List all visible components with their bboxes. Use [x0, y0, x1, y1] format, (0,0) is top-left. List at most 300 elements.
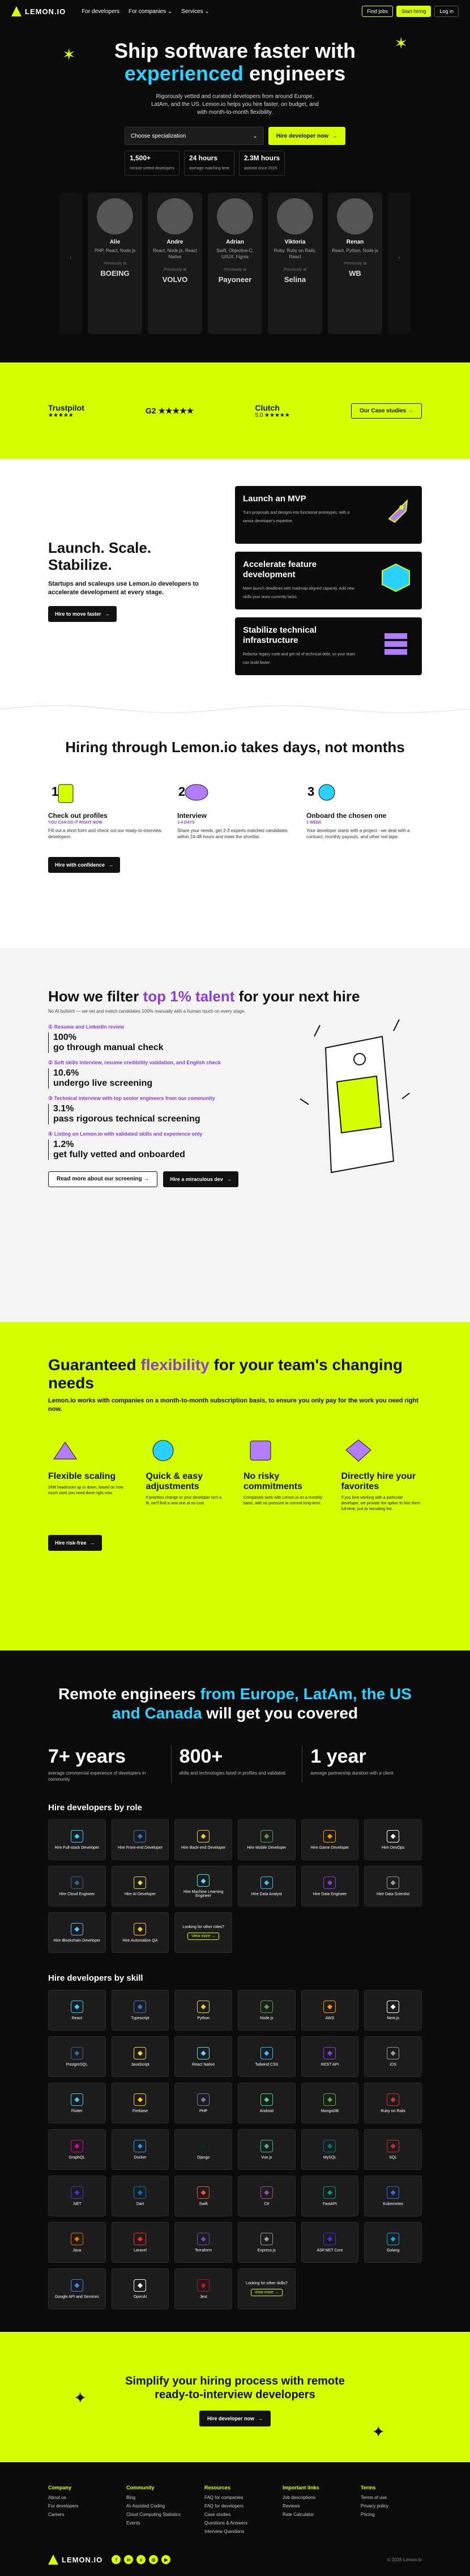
skill-label: Firebase: [132, 2109, 148, 2113]
skill-label: Laravel: [134, 2248, 147, 2253]
hero: [0, 23, 470, 193]
role-icon: ◆: [134, 1876, 146, 1889]
flex-item: Quick & easy adjustments If priorities change or your developer isn't a fit, we'll find a new one at no cost.: [146, 1436, 227, 1512]
skill-label: React: [71, 2016, 82, 2020]
trustpilot-rating: Trustpilot ★★★★★: [48, 403, 84, 419]
facebook-icon[interactable]: f: [112, 2555, 121, 2564]
scaling-icon: [48, 1436, 82, 1465]
stat: 2.3M hours worked since 2015: [239, 151, 285, 176]
skill-label: Ruby on Rails: [381, 2109, 405, 2113]
skill-label: Java: [72, 2248, 82, 2253]
sparkle-icon: ✶: [394, 35, 408, 52]
filter-step: ③ Technical interview with top senior engineers from our community 3.1% pass rigorous technical screening: [48, 1095, 275, 1124]
lemon-box-illustration: [297, 1014, 411, 1184]
sparkle-icon: ✦: [74, 2389, 87, 2407]
skill-label: Terraform: [195, 2248, 212, 2253]
start-hiring-button[interactable]: Start hiring: [396, 6, 431, 17]
launch-card: Stabilize technical infrastructure Refactor legacy code and get rid of technical debt, so your team can build faster.: [235, 617, 422, 675]
footer-link[interactable]: Rate Calculator: [283, 2512, 314, 2517]
hire-risk-free-button[interactable]: Hire risk-free →: [48, 1535, 102, 1551]
chevron-left-icon: ‹: [70, 255, 72, 260]
skill-label: Next.js: [387, 2016, 399, 2020]
flex-item: Directly hire your favorites If you love working with a particular developer, we provide the option to hire them full-time, just to recruiting fee.: [341, 1436, 422, 1512]
role-card[interactable]: [48, 1866, 106, 1907]
skill-label: Python: [197, 2016, 210, 2020]
main-nav: [82, 8, 210, 15]
role-icon: ◆: [134, 1923, 146, 1935]
footer-column: [283, 2485, 344, 2537]
logo[interactable]: LEMON.IO: [11, 6, 66, 16]
skill-label: Golang: [386, 2248, 400, 2253]
developer-card[interactable]: Andre React, Node.js, React Native Previously at VOLVO: [148, 193, 202, 334]
role-card[interactable]: [48, 1819, 106, 1860]
launch-card: Accelerate feature development Meet launch deadlines with roadmap-aligned capacity. Add new skills your team currently lacks.: [235, 552, 422, 609]
stat: 1,500+ remote vetted developers: [125, 151, 180, 176]
skill-card[interactable]: [48, 1990, 106, 2031]
skill-icon: ◆: [71, 2233, 83, 2245]
skill-icon: ◆: [134, 2279, 146, 2292]
footer-link[interactable]: Cloud Computing Statistics: [126, 2512, 181, 2517]
chevron-right-icon: ›: [398, 255, 400, 260]
flex-title: Guaranteed flexibility for your team's changing needs: [48, 1356, 403, 1392]
nav-companies[interactable]: For companies ⌄: [128, 8, 173, 15]
skill-card[interactable]: [174, 2083, 232, 2123]
header: [0, 0, 470, 23]
skill-icon: ◆: [197, 2047, 210, 2059]
youtube-icon[interactable]: ▶: [161, 2555, 170, 2564]
skill-icon: ◆: [134, 2140, 146, 2152]
skill-card[interactable]: [301, 1990, 359, 2031]
hiring-step: 1 Check out profiles YOU CAN DO IT RIGHT NOW Fill out a short form and check out our ready-to-interview developers.: [48, 779, 164, 840]
skill-label: .NET: [72, 2202, 82, 2206]
filter-title: How we filter top 1% talent for your next hire: [48, 988, 360, 1005]
skill-icon: ◆: [260, 2001, 273, 2013]
avatar: [337, 198, 373, 234]
role-label: Hire Full-stack Developer: [54, 1845, 100, 1850]
skill-label: Dart: [136, 2202, 144, 2206]
footer-link[interactable]: Terms of use: [361, 2495, 387, 2500]
skill-label: REST API: [321, 2062, 339, 2067]
role-icon: ◆: [197, 1830, 210, 1843]
footer-link[interactable]: FAQ for developers: [204, 2504, 243, 2509]
footer-heading: Important links: [283, 2485, 319, 2490]
skill-icon: ◆: [323, 2233, 336, 2245]
read-more-screening-button[interactable]: Read more about our screening →: [48, 1171, 157, 1187]
footer-link[interactable]: FAQ for companies: [204, 2495, 243, 2500]
clutch-rating: Clutch 5.0 ★★★★★: [255, 403, 290, 419]
skill-card[interactable]: [364, 2083, 422, 2123]
skill-icon: ◆: [387, 2140, 399, 2152]
skill-icon: ◆: [197, 2233, 210, 2245]
skill-card[interactable]: [174, 2176, 232, 2216]
skill-icon: ◆: [387, 2093, 399, 2106]
role-label: Hire Data Engineer: [313, 1892, 347, 1896]
skill-card[interactable]: [112, 2268, 169, 2309]
stack-icon: [378, 625, 414, 662]
role-icon: ◆: [197, 1874, 210, 1887]
skill-card[interactable]: [112, 2176, 169, 2216]
skill-card[interactable]: [174, 2129, 232, 2170]
x-icon[interactable]: x: [136, 2555, 146, 2564]
skill-icon: ◆: [197, 2140, 210, 2152]
cta-hire-button[interactable]: Hire developer now →: [199, 2411, 271, 2426]
skill-label: Swift: [199, 2202, 208, 2206]
linkedin-icon[interactable]: in: [124, 2555, 133, 2564]
skill-label: Docker: [134, 2155, 147, 2160]
hero-title: Ship software faster with experienced engineers: [114, 39, 356, 85]
skill-icon: ◆: [197, 2001, 210, 2013]
footer-link[interactable]: About us: [48, 2495, 66, 2500]
skill-card[interactable]: [174, 2222, 232, 2263]
skill-card[interactable]: [364, 1990, 422, 2031]
big-stat: 800+ skills and technologies listed in profiles and validated: [171, 1746, 291, 1782]
hire-to-move-faster-button[interactable]: Hire to move faster →: [48, 606, 117, 622]
hiring-section: [0, 716, 470, 948]
no-risk-icon: [243, 1436, 277, 1465]
role-icon: ◆: [134, 1830, 146, 1843]
skill-card[interactable]: [112, 2129, 169, 2170]
role-card[interactable]: [301, 1866, 359, 1907]
skill-icon: ◆: [323, 2047, 336, 2059]
skill-label: MySQL: [323, 2155, 337, 2160]
footer-heading: Terms: [361, 2485, 376, 2490]
developer-card[interactable]: Adrian Swift, Objective-C, UI/UX, Figma Previously at Payoneer: [208, 193, 262, 334]
filter-step: ① Resume and LinkedIn review 100% go through manual check: [48, 1024, 275, 1053]
avatar: [97, 198, 133, 234]
g2-rating: G2 ★★★★★: [145, 406, 194, 415]
launch-title: Launch. Scale. Stabilize.: [48, 539, 152, 573]
instagram-icon[interactable]: ◎: [149, 2555, 158, 2564]
view-more-button[interactable]: View more →: [251, 2289, 283, 2296]
specialization-select[interactable]: Choose specialization ⌄: [125, 127, 264, 145]
footer-link[interactable]: Pricing: [361, 2512, 375, 2517]
skill-label: AWS: [325, 2016, 335, 2020]
skill-label: Kubernetes: [383, 2202, 404, 2206]
skill-label: Jest: [199, 2294, 207, 2299]
skill-card[interactable]: [48, 2083, 106, 2123]
skill-icon: ◆: [71, 2047, 83, 2059]
skill-label: FastAPI: [323, 2202, 337, 2206]
skill-card[interactable]: [238, 2129, 296, 2170]
footer-link[interactable]: Blog: [126, 2495, 136, 2500]
skill-label: GraphQL: [69, 2155, 86, 2160]
skill-card[interactable]: [301, 2129, 359, 2170]
skill-label: MongoDB: [321, 2109, 339, 2113]
role-icon: ◆: [260, 1830, 273, 1843]
skill-label: Typescript: [131, 2016, 149, 2020]
avatar: [217, 198, 253, 234]
skill-card[interactable]: [238, 2268, 296, 2309]
svg-text:3: 3: [307, 784, 315, 799]
hire-icon: [341, 1436, 375, 1465]
skill-card[interactable]: [301, 2083, 359, 2123]
role-card[interactable]: [174, 1866, 232, 1907]
flex-item: No risky commitments Companies work with Lemon.io on a monthly basis, with no pressure to commit long-term.: [243, 1436, 324, 1512]
skill-card[interactable]: [301, 2036, 359, 2077]
developer-card[interactable]: Renan React, Python, Node.js Previously at WB: [328, 193, 382, 334]
footer-column: [48, 2485, 109, 2537]
role-icon: ◆: [387, 1876, 399, 1889]
skill-card[interactable]: [364, 2176, 422, 2216]
skill-label: SQL: [389, 2155, 398, 2160]
skill-card[interactable]: [364, 2222, 422, 2263]
nav-developers[interactable]: For developers: [82, 8, 119, 15]
hero-subtitle: Rigorously vetted and curated developers from around Europe, LatAm, and the US. Lemon.io helps you hire faster, on budget, and with month-to-month flexibility.: [151, 93, 319, 116]
footer-link[interactable]: Careers: [48, 2512, 65, 2517]
skill-card[interactable]: [174, 2268, 232, 2309]
skill-label: Google API and Services: [54, 2294, 99, 2299]
remote-title: Remote engineers from Europe, LatAm, the US and Canada will get you covered: [58, 1685, 412, 1722]
view-more-button[interactable]: View more →: [187, 1933, 219, 1940]
skill-card[interactable]: [238, 1990, 296, 2031]
role-label: Hire Data Scientist: [377, 1892, 410, 1896]
footer-link[interactable]: AI-Assisted Coding: [126, 2504, 165, 2509]
skill-card[interactable]: [174, 2036, 232, 2077]
nav-services[interactable]: Services ⌄: [181, 8, 210, 15]
skill-icon: ◆: [323, 2093, 336, 2106]
role-label: Hire Front-end Developer: [118, 1845, 163, 1850]
skill-card[interactable]: [174, 1990, 232, 2031]
footer-heading: Resources: [204, 2485, 231, 2490]
profile-icon: [48, 779, 82, 807]
skill-label: PostgreSQL: [66, 2062, 88, 2067]
footer-link[interactable]: Job descriptions: [283, 2495, 315, 2500]
skill-icon: ◆: [260, 2047, 273, 2059]
chat-icon: [177, 779, 211, 807]
footer-column: [204, 2485, 266, 2537]
skill-label: React Native: [192, 2062, 215, 2067]
hiring-title: Hiring through Lemon.io takes days, not months: [65, 739, 405, 756]
role-label: Hire Mobile Developer: [247, 1845, 287, 1850]
sparkle-icon: ✶: [62, 46, 76, 63]
flexibility-section: Guaranteed flexibility for your team's changing needs Lemon.io works with companies on a month-to-month subscription basis, to ensure you only pay for the work you need right now. Flexible scaling Shift headcount up or down, based on how much work you need done right now. Quick & easy adjustments If priorities change or your developer isn't a fit, we'll find a new one at no cost. No risky commitments Companies work with Lemon.io on a monthly basis, with no pressure to commit long-term. Directly hire your favorites If you love working with a particular developer, we provide the option to hire them full-time, just to recruiting fee. Hire risk-free →: [0, 1322, 470, 1650]
skill-card[interactable]: [112, 2222, 169, 2263]
trust-bar: [0, 362, 470, 459]
role-label: Hire Automation QA: [122, 1938, 158, 1943]
lemon-logo-icon: [48, 2554, 58, 2565]
role-label: Hire Game Developer: [310, 1845, 349, 1850]
footer-heading: Company: [48, 2485, 72, 2490]
svg-text:2: 2: [178, 784, 186, 799]
filter-section: How we filter top 1% talent for your next hire No AI bullsh!t — we vet and match candidates 100% manually with a human touch on every stage. ① Resume and LinkedIn review 100% go through manual check ② Soft skills interview, resume credibility validation, and English check 10.6% undergo live screening ③ Technical interview with top senior engineers from our community 3.1% pass rigorous technical screening ④ Listing on Lemon.io with validated skills and experience only 1.2% get fully vetted and onboarded Read more about our screening → Hire a miraculous dev →: [0, 948, 470, 1322]
skill-icon: ◆: [387, 2001, 399, 2013]
skill-icon: ◆: [71, 2186, 83, 2199]
filter-step: ② Soft skills interview, resume credibility validation, and English check 10.6% undergo live screening: [48, 1060, 275, 1089]
skill-card[interactable]: [301, 2176, 359, 2216]
big-stat: 7+ years average commercial experience of developers in community: [48, 1746, 146, 1782]
developer-card[interactable]: Viktoria Ruby, Ruby on Rails, React Previously at Selina: [268, 193, 322, 334]
cta-title: Simplify your hiring process with remote ready-to-interview developers: [125, 2375, 345, 2401]
role-icon: ◆: [260, 1876, 273, 1889]
skill-label: JavaScript: [131, 2062, 149, 2067]
role-label: Hire Back-end Developer: [181, 1845, 226, 1850]
avatar: [157, 198, 193, 234]
skill-label: Node.js: [259, 2016, 274, 2020]
skill-label: Flutter: [71, 2109, 83, 2113]
skill-label: Django: [197, 2155, 210, 2160]
login-button[interactable]: Log in: [434, 6, 459, 17]
skill-card[interactable]: [238, 2176, 296, 2216]
sparkle-icon: ✦: [371, 2423, 385, 2441]
role-card[interactable]: [238, 1866, 296, 1907]
hire-developer-button[interactable]: Hire developer now →: [268, 127, 345, 145]
skill-icon: ◆: [71, 2279, 83, 2292]
skill-icon: ◆: [387, 2047, 399, 2059]
role-card[interactable]: [112, 1819, 169, 1860]
skill-card[interactable]: [48, 2129, 106, 2170]
role-icon: ◆: [323, 1876, 336, 1889]
skill-label: Looking for other skills?: [246, 2281, 288, 2285]
skill-label: Express.js: [257, 2248, 276, 2253]
hiring-step: 3 Onboard the chosen one 1 WEEK Your developer starts with a project - we deal with a contract, monthly payouts, and other red tape.: [306, 779, 422, 840]
footer-heading: Community: [126, 2485, 155, 2490]
skill-icon: ◆: [260, 2186, 273, 2199]
lemon-logo-icon: [11, 6, 22, 16]
roles-grid: [48, 1819, 422, 1953]
adjust-icon: [146, 1436, 180, 1465]
skill-icon: ◆: [134, 2001, 146, 2013]
footer-link[interactable]: Privacy policy: [361, 2504, 388, 2509]
skill-label: C#: [264, 2202, 270, 2206]
skill-icon: ◆: [387, 2186, 399, 2199]
role-card[interactable]: [174, 1912, 232, 1953]
skills-grid: [48, 1990, 422, 2309]
role-card[interactable]: [112, 1866, 169, 1907]
launch-section: [0, 459, 470, 702]
divider: [0, 702, 470, 716]
skill-icon: ◆: [71, 2093, 83, 2106]
launch-card: Launch an MVP Turn proposals and designs into functional prototypes, with a senior developer's expertise.: [235, 486, 422, 544]
skill-label: Vue.js: [261, 2155, 272, 2160]
skill-icon: ◆: [197, 2279, 210, 2292]
developer-carousel: [0, 193, 470, 362]
skill-icon: ◆: [134, 2047, 146, 2059]
skill-icon: ◆: [197, 2093, 210, 2106]
hire-with-confidence-button[interactable]: Hire with confidence →: [48, 857, 120, 873]
skill-icon: ◆: [260, 2140, 273, 2152]
skill-icon: ◆: [134, 2233, 146, 2245]
arrow-right-icon: →: [332, 133, 337, 139]
footer-link[interactable]: Events: [126, 2520, 140, 2526]
skill-icon: ◆: [71, 2140, 83, 2152]
role-icon: ◆: [323, 1830, 336, 1843]
skill-card[interactable]: [238, 2222, 296, 2263]
skill-card[interactable]: [112, 1990, 169, 2031]
role-label: Hire Cloud Engineer: [59, 1892, 95, 1896]
skill-card[interactable]: [48, 2268, 106, 2309]
skill-icon: ◆: [71, 2001, 83, 2013]
skill-card[interactable]: [112, 2083, 169, 2123]
role-icon: ◆: [71, 1923, 83, 1935]
skill-label: Android: [259, 2109, 274, 2113]
skill-icon: ◆: [323, 2140, 336, 2152]
skill-card[interactable]: [301, 2222, 359, 2263]
role-label: Hire Data Analyst: [251, 1892, 282, 1896]
role-label: Hire DevOps: [382, 1845, 405, 1850]
skill-card[interactable]: [48, 2222, 106, 2263]
skill-card[interactable]: [48, 2036, 106, 2077]
role-card[interactable]: [174, 1819, 232, 1860]
carousel-next[interactable]: [388, 193, 411, 334]
rocket-icon: [378, 494, 414, 530]
skill-label: OpenAI: [133, 2294, 147, 2299]
role-label: Hire AI Developer: [125, 1892, 156, 1896]
find-jobs-button[interactable]: Find jobs: [362, 6, 393, 17]
skill-label: iOS: [390, 2062, 396, 2067]
role-label: Hire Blockchain Developer: [53, 1938, 101, 1943]
footer: Company About us For developers Careers Community Blog AI-Assisted Coding Cloud Computing Statistics Events Resources FAQ for companies FAQ for developers Case studies Questions & Answers Interview Questions Important links Job descriptions Reviews Rate Calculator Terms Terms of use Privacy policy Pricing LEMON.IO f in x ◎ ▶ © 2025 Lemon.io: [0, 2462, 470, 2576]
skill-card[interactable]: [238, 2083, 296, 2123]
skill-icon: ◆: [260, 2233, 273, 2245]
chevron-down-icon: ⌄: [253, 133, 258, 139]
big-stat: 1 year average partnership duration with a client: [302, 1746, 422, 1782]
role-label: Looking for other roles?: [182, 1925, 224, 1929]
hire-miraculous-dev-button[interactable]: Hire a miraculous dev →: [163, 1171, 238, 1187]
role-card[interactable]: [364, 1819, 422, 1860]
flex-item: Flexible scaling Shift headcount up or down, based on how much work you need done right now.: [48, 1436, 129, 1512]
role-icon: ◆: [71, 1876, 83, 1889]
stat: 24 hours average matching time: [184, 151, 234, 176]
footer-link[interactable]: Case studies: [204, 2512, 231, 2517]
svg-text:1: 1: [52, 784, 59, 799]
skill-icon: ◆: [134, 2186, 146, 2199]
skill-icon: ◆: [323, 2186, 336, 2199]
role-card[interactable]: [364, 1866, 422, 1907]
role-card[interactable]: [238, 1819, 296, 1860]
roles-title: Hire developers by role: [48, 1803, 142, 1812]
skill-icon: ◆: [387, 2233, 399, 2245]
skill-card[interactable]: [238, 2036, 296, 2077]
role-card[interactable]: [112, 1912, 169, 1953]
handshake-icon: [306, 779, 340, 807]
cube-icon: [378, 560, 414, 596]
carousel-prev[interactable]: [59, 193, 82, 334]
case-studies-button[interactable]: Our Case studies →: [351, 403, 422, 419]
footer-link[interactable]: For developers: [48, 2504, 79, 2509]
filter-step: ④ Listing on Lemon.io with validated skills and experience only 1.2% get fully vetted and onboarded: [48, 1131, 275, 1160]
skill-card[interactable]: [364, 2036, 422, 2077]
skill-card[interactable]: [364, 2129, 422, 2170]
skill-icon: ◆: [260, 2093, 273, 2106]
footer-column: [126, 2485, 187, 2537]
skill-icon: ◆: [134, 2093, 146, 2106]
skill-icon: ◆: [197, 2186, 210, 2199]
role-icon: ◆: [71, 1830, 83, 1843]
hiring-step: 2 Interview 1-4 DAYS Share your needs, get 2-3 experts matched candidates within 24-48 hours and meet the shortlist.: [177, 779, 293, 840]
role-card[interactable]: [48, 1912, 106, 1953]
developer-card[interactable]: Alie PHP, React, Node.js Previously at BOEING: [88, 193, 142, 334]
launch-subtitle: Startups and scaleups use Lemon.io developers to accelerate development at every stage.: [48, 581, 199, 596]
skill-label: ASP.NET Core: [317, 2248, 343, 2253]
skill-icon: ◆: [323, 2001, 336, 2013]
cta-section: [0, 2332, 470, 2462]
footer-link[interactable]: Reviews: [283, 2504, 300, 2509]
role-card[interactable]: [301, 1819, 359, 1860]
role-icon: ◆: [387, 1830, 399, 1843]
remote-section: [0, 1650, 470, 2332]
role-label: Hire Machine Learning Engineer: [183, 1890, 224, 1898]
skill-label: PHP: [199, 2109, 208, 2113]
skill-label: Tailwind CSS: [255, 2062, 279, 2067]
footer-column: [361, 2485, 422, 2537]
footer-logo[interactable]: LEMON.IO: [48, 2554, 102, 2565]
skill-card[interactable]: [48, 2176, 106, 2216]
skills-title: Hire developers by skill: [48, 1973, 143, 1983]
footer-link[interactable]: Questions & Answers: [204, 2520, 248, 2526]
footer-link[interactable]: Interview Questions: [204, 2529, 245, 2534]
avatar: [277, 198, 313, 234]
skill-card[interactable]: [112, 2036, 169, 2077]
